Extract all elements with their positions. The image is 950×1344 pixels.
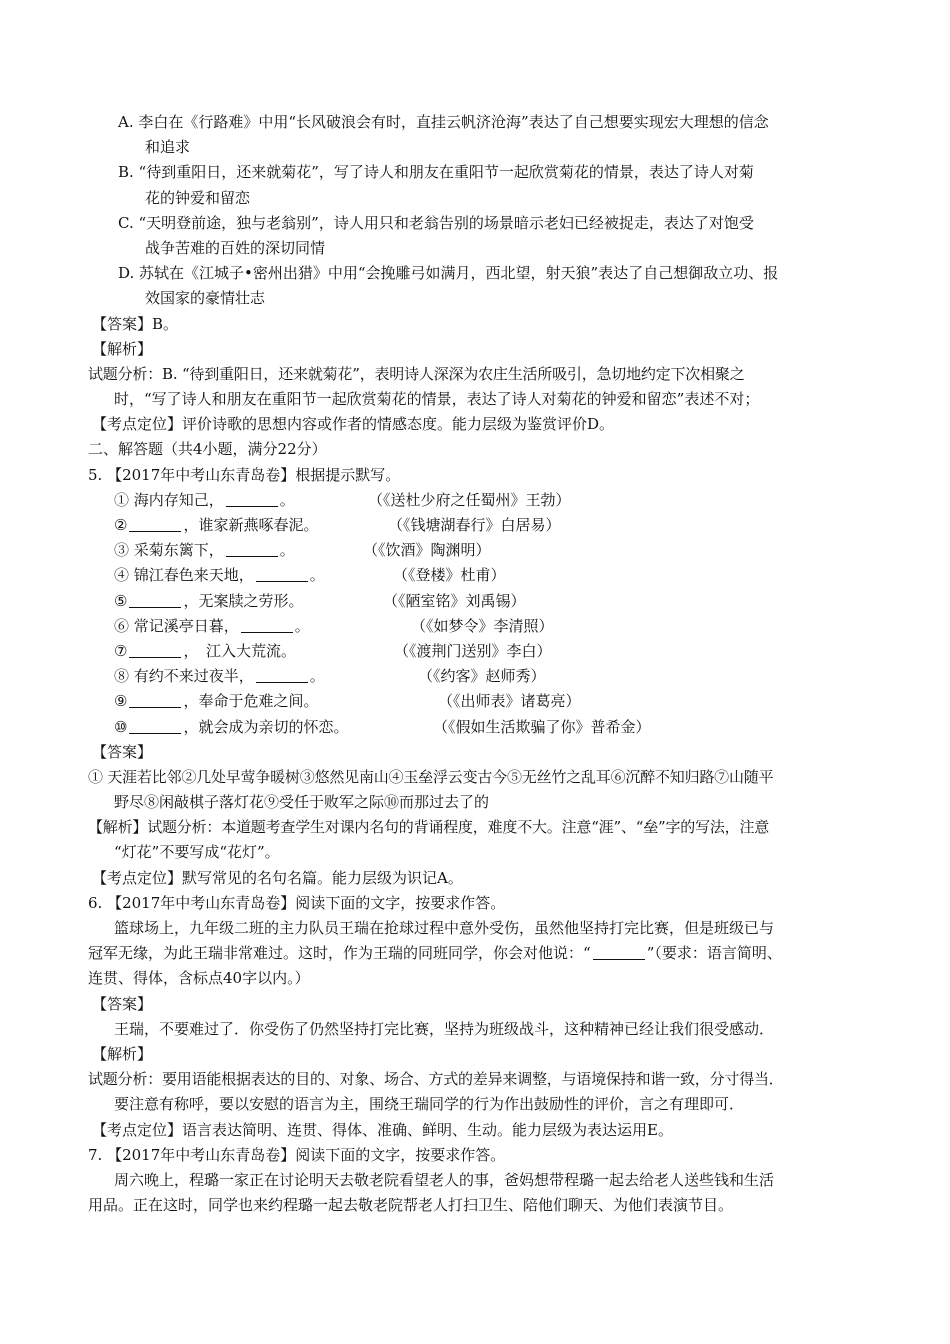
q5-item-rest: ，谁家新燕啄春泥。 (183, 516, 319, 534)
q4-answer: 【答案】B。 (92, 314, 179, 333)
q5-item (88, 715, 868, 740)
q7-title: 7. 【2017年中考山东青岛卷】阅读下面的文字，按要求作答。 (88, 1145, 506, 1164)
q5-item-source: （《如梦令》李清照） (411, 616, 554, 635)
q5-item-blank (129, 643, 181, 658)
q6-text-line3: 连贯、得体，含标点40字以内。） (88, 969, 310, 988)
q5-item-rest: 。 (294, 616, 310, 635)
q5-items (88, 488, 868, 740)
q5-item-rest: ，奉命于危难之间。 (183, 692, 319, 711)
q4-analysis-heading: 【解析】 (92, 339, 153, 358)
section-heading: 二、解答题（共4小题，满分22分） (88, 440, 327, 459)
q5-item-blank (129, 517, 181, 532)
q5-item-rest: 。 (279, 541, 295, 560)
q5-item-prompt: ① 海内存知己， (114, 490, 224, 509)
q7-text-line2: 用品。正在这时，同学也来约程璐一起去敬老院帮老人打扫卫生、陪他们聊天、为他们表演节目。 (88, 1196, 734, 1215)
q5-item-source: （《约客》赵师秀） (418, 667, 546, 686)
q5-item-source: （《送杜少府之任蜀州》王勃） (368, 490, 571, 509)
option-b-line1: B. “待到重阳日，还来就菊花”，写了诗人和朋友在重阳节一起欣赏菊花的情景，表达了诗人对菊 (118, 163, 754, 182)
q5-item-prompt: ④ 锦江春色来天地， (114, 566, 254, 585)
q5-item (88, 488, 868, 513)
q5-item-blank (226, 492, 278, 507)
q5-item-rest: ，无案牍之劳形。 (183, 591, 304, 610)
option-a-line1: A. 李白在《行路难》中用“长风破浪会有时，直挂云帆济沧海”表达了自己想要实现宏大理想的信念 (118, 113, 769, 131)
q5-item (88, 513, 868, 538)
option-d-line2: 效国家的豪情壮志 (145, 289, 266, 308)
q5-item-source: （《陋室铭》刘禹锡） (383, 591, 526, 610)
q5-point: 【考点定位】默写常见的名句名篇。能力层级为识记A。 (92, 868, 463, 887)
q5-item-source: （《假如生活欺骗了你》普希金） (433, 717, 651, 736)
q5-item-rest: ， 江入大荒流。 (183, 641, 296, 660)
q5-title: 5. 【2017年中考山东青岛卷】根据提示默写。 (88, 465, 401, 484)
q5-answer-line1: ① 天涯若比邻②几处早莺争暖树③悠然见南山④玉垒浮云变古今⑤无丝竹之乱耳⑥沉醉不知归路⑦山随平 (88, 767, 774, 786)
q5-item-rest: 。 (309, 566, 325, 585)
q5-item-prompt: ⑩ (114, 717, 128, 736)
q5-item-prompt: ⑥ 常记溪亭日暮， (114, 616, 239, 635)
exam-page (88, 110, 868, 1218)
q5-item-source: （《钱塘湖春行》白居易） (388, 516, 561, 534)
q5-item (88, 589, 868, 614)
q4-analysis-line1: 试题分析：B. “待到重阳日，还来就菊花”，表明诗人深深为农庄生活所吸引，急切地约定下次相聚之 (88, 364, 745, 383)
q6-analysis-line1: 试题分析：要用语能根据表达的目的、对象、场合、方式的差异来调整，与语境保持和谐一致，分寸得当． (88, 1070, 784, 1089)
option-d-line1: D. 苏轼在《江城子•密州出猎》中用“会挽雕弓如满月，西北望，射天狼”表达了自己想御敌立功、报 (118, 264, 779, 283)
option-b-line2: 花的钟爱和留恋 (145, 188, 251, 207)
q5-item (88, 614, 868, 639)
q5-item (88, 639, 868, 664)
q5-analysis-line2: “灯花”不要写成“花灯”。 (114, 843, 280, 862)
q6-analysis-heading: 【解析】 (92, 1044, 153, 1063)
option-a-line2: 和追求 (145, 138, 191, 157)
q6-text-line2-start: 冠军无缘，为此王瑞非常难过。这时，作为王瑞的同班同学，你会对他说：“ (88, 944, 591, 963)
q5-item-source: （《出师表》诸葛亮） (438, 692, 581, 711)
q5-item-prompt: ③ 采菊东篱下， (114, 541, 224, 560)
q6-text-line1: 篮球场上，九年级二班的主力队员王瑞在抢球过程中意外受伤，虽然他坚持打完比赛，但是班级已与 (114, 919, 775, 937)
option-c-line2: 战争苦难的百姓的深切同情 (145, 238, 326, 257)
q6-point: 【考点定位】语言表达简明、连贯、得体、准确、鲜明、生动。能力层级为表达运用E。 (92, 1120, 673, 1139)
q5-item-rest: 。 (309, 667, 325, 686)
q5-item-blank (241, 618, 293, 633)
option-c-line1: C. “天明登前途，独与老翁别”，诗人用只和老翁告别的场景暗示老妇已经被捉走，表达了对饱受 (118, 213, 754, 232)
q5-item (88, 689, 868, 714)
q4-point: 【考点定位】评价诗歌的思想内容或作者的情感态度。能力层级为鉴赏评价D。 (92, 415, 615, 434)
q4-analysis-line2: 时，“写了诗人和朋友在重阳节一起欣赏菊花的情景，表达了诗人对菊花的钟爱和留恋”表述不对； (114, 390, 760, 409)
q5-item-prompt: ⑨ (114, 692, 128, 711)
q5-analysis-line1: 【解析】试题分析：本道题考查学生对课内名句的背诵程度，难度不大。注意“涯”、“垒”字的写法，注意 (88, 818, 770, 837)
q6-answer-blank (593, 945, 645, 960)
q5-item-blank (256, 567, 308, 582)
q5-answer-line2: 野尽⑧闲敲棋子落灯花⑨受任于败军之际⑩而那过去了的 (114, 793, 490, 812)
q5-item-source: （《登楼》杜甫） (393, 566, 506, 585)
q6-analysis-line2: 要注意有称呼，要以安慰的语言为主，围绕王瑞同学的行为作出鼓励性的评价，言之有理即可． (114, 1095, 745, 1114)
q6-answer: 王瑞，不要难过了．你受伤了仍然坚持打完比赛，坚持为班级战斗，这种精神已经让我们很受感动． (114, 1019, 775, 1038)
q5-item-blank (256, 668, 308, 683)
q6-text-line2 (88, 941, 868, 966)
q5-item-prompt: ⑦ (114, 641, 128, 660)
q5-item-rest: 。 (279, 490, 295, 509)
q5-item-blank (129, 693, 181, 708)
q6-title: 6. 【2017年中考山东青岛卷】阅读下面的文字，按要求作答。 (88, 893, 506, 912)
q6-text-line2-end: ”（要求：语言简明、 (646, 944, 782, 963)
q5-item-rest: ，就会成为亲切的怀恋。 (183, 717, 349, 736)
q7-text-line1: 周六晚上，程璐一家正在讨论明天去敬老院看望老人的事，爸妈想带程璐一起去给老人送些钱和生活 (114, 1170, 775, 1189)
q5-item (88, 664, 868, 689)
q6-answer-heading: 【答案】 (92, 994, 153, 1013)
q5-item-prompt: ② (114, 516, 128, 534)
q5-item-blank (129, 593, 181, 608)
q5-answer-heading: 【答案】 (92, 742, 153, 761)
q5-item (88, 563, 868, 588)
q5-item-prompt: ⑧ 有约不来过夜半， (114, 667, 254, 686)
q5-item-prompt: ⑤ (114, 591, 128, 610)
q5-item-source: （《饮酒》陶渊明） (363, 541, 491, 560)
q5-item-blank (129, 719, 181, 734)
q5-item-blank (226, 542, 278, 557)
q5-item (88, 538, 868, 563)
q5-item-source: （《渡荆门送别》李白） (394, 641, 552, 660)
